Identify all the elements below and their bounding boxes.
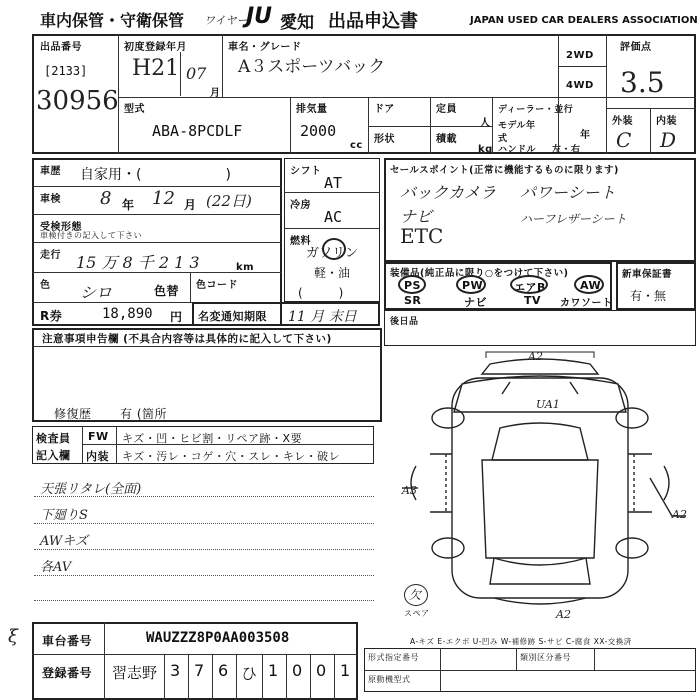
equip-aw-circle: [574, 275, 604, 294]
registration-era-year: H21: [132, 56, 180, 81]
displacement-label: 排気量: [296, 104, 328, 115]
plate-digit-7: 1: [340, 661, 351, 680]
color-value: シロ: [80, 283, 113, 302]
capacity-unit: 人: [480, 118, 491, 129]
plate-digit-5: 0: [292, 661, 303, 680]
form-extra-1b: 類別区分番号: [520, 653, 571, 662]
handle-value: 左・右: [552, 145, 581, 155]
receive-type-note: 車検付きの記入して下さい: [40, 231, 142, 240]
header-handwritten-note: ワイヤー: [204, 14, 248, 27]
note-line-1: 天張リタレ(全面): [40, 482, 142, 497]
condition-text-1: キズ・凹・ヒビ割・リペア跡・X要: [122, 432, 303, 445]
margin-mark: ξ: [8, 626, 18, 647]
fuel-option-diesel: 軽・油: [314, 266, 351, 280]
receive-type-label: 受検形態: [40, 222, 82, 233]
model-label: 型式: [124, 104, 145, 115]
selling-point-1b: パワーシート: [520, 183, 616, 202]
color-change-label: 色替: [154, 284, 180, 298]
notice-value: 11 月 末日: [288, 309, 357, 325]
inspection-year-unit: 年: [122, 198, 135, 212]
shift-value: AT: [324, 174, 343, 192]
equipment-label: 装備品(純正品に限り○をつけて下さい): [390, 268, 569, 279]
capacity-label: 定員: [436, 104, 457, 115]
equip-pw-circle: [456, 275, 486, 294]
condition-text-2: キズ・汚レ・コゲ・穴・スレ・キレ・破レ: [122, 450, 341, 463]
equip-airbag: エアB: [514, 281, 546, 294]
note-line-2: 下廻りS: [40, 508, 88, 523]
ju-logo: JU: [246, 4, 273, 29]
plate-digit-1: 3: [170, 661, 181, 680]
recycle-label: R券: [40, 309, 63, 323]
inspector-label: 検査員: [36, 432, 71, 445]
plate-kana: ひ: [241, 664, 258, 683]
plate-area: 習志野: [112, 664, 158, 682]
mileage-value: 15 万 8 千 2 1 3: [76, 253, 200, 272]
inspection-label: 車検: [40, 194, 61, 205]
damage-label-roof: UA1: [536, 398, 560, 411]
fuel-value: ガソリン: [306, 246, 359, 261]
header-title-left: 車内保管・守衛保管: [40, 11, 185, 30]
damage-label-front: A2: [528, 350, 543, 363]
displacement-value: 2000: [300, 122, 337, 140]
repair-label: 修復歴: [54, 407, 92, 421]
equip-navi: ナビ: [464, 296, 487, 309]
car-label: 車名・グレード: [228, 42, 302, 53]
equip-tv: TV: [524, 294, 542, 307]
score-interior-label: 内装: [656, 116, 677, 127]
drive-2wd: 2WD: [566, 50, 594, 61]
drive-4wd: 4WD: [566, 80, 594, 91]
spare-mark: 欠: [409, 588, 422, 602]
equip-ps-circle: [398, 275, 426, 294]
header-form-title: 出品申込書: [328, 11, 418, 32]
fuel-selected-circle: [322, 238, 346, 260]
inspection-month-unit: 月: [184, 198, 197, 212]
score-exterior-label: 外装: [612, 116, 633, 127]
recycle-value: 18,890: [102, 306, 153, 322]
form-extra-2: 原動機型式: [368, 675, 411, 684]
mileage-unit: km: [236, 262, 255, 273]
car-name: A３スポーツバック: [238, 57, 386, 77]
equip-aw: AW: [580, 279, 602, 292]
form-extra-1: 形式指定番号: [368, 653, 419, 662]
note-line-4: 各AV: [40, 560, 72, 575]
car-diagram: [390, 348, 696, 630]
load-unit: kg: [478, 144, 493, 155]
registration-month-unit: 月: [210, 88, 221, 99]
score-interior: D: [660, 128, 677, 152]
damage-legend: A-キズ E-エクボ U-凹み W-補修跡 S-サビ C-腐食 XX-交換済: [410, 637, 632, 646]
plate-digit-6: 0: [316, 661, 327, 680]
damage-label-rear: A2: [556, 608, 571, 621]
fuel-label: 燃料: [290, 236, 311, 247]
equip-ps: PS: [404, 279, 421, 292]
chassis-label: 車台番号: [42, 634, 93, 648]
inspection-day: (22日): [206, 192, 252, 210]
load-label: 積載: [436, 134, 457, 145]
selling-point-3: ETC: [400, 224, 444, 248]
equip-sr: SR: [404, 294, 422, 307]
post-input-label: 後日品: [390, 317, 419, 327]
condition-cat-2: 内装: [86, 450, 109, 463]
damage-label-right: A2: [672, 508, 687, 521]
color-label: 色: [40, 280, 51, 291]
lot-label: 出品番号: [40, 42, 82, 53]
door-shape-label: 形状: [374, 134, 395, 145]
recycle-unit: 円: [170, 310, 183, 324]
model-value: ABA-8PCDLF: [152, 122, 243, 140]
inspection-year: 8: [100, 188, 112, 209]
aircon-label: 冷房: [290, 200, 311, 211]
damage-label-left: A3: [402, 484, 417, 497]
color-code-label: 色コード: [196, 280, 238, 291]
handle-label: ハンドル: [498, 145, 537, 155]
note-line-3: AWキズ: [40, 534, 88, 549]
selling-point-1a: バックカメラ: [400, 183, 497, 202]
score-value: 3.5: [620, 66, 665, 99]
equip-pw: PW: [462, 279, 484, 292]
score-label: 評価点: [620, 42, 652, 53]
inspection-month: 12: [152, 188, 175, 209]
header-org: 愛知: [280, 13, 314, 33]
notes-label: 注意事項申告欄 (不具合内容等は具体的に記入して下さい): [42, 333, 332, 345]
condition-cat-1: FW: [88, 430, 109, 443]
new-warranty-value: 有・無: [630, 289, 667, 303]
plate-digit-4: 1: [268, 661, 279, 680]
entry-label: 記入欄: [36, 449, 71, 462]
aircon-value: AC: [324, 208, 343, 226]
shift-label: シフト: [290, 166, 322, 177]
notice-label: 名変通知期限: [198, 310, 267, 323]
selling-point-2a: ナビ: [400, 207, 433, 226]
chassis-value: WAUZZZ8P0AA003508: [146, 630, 290, 646]
repair-value: 有 (箇所: [120, 407, 167, 421]
equip-airbag-circle: [510, 275, 548, 294]
model-year-unit: 年: [580, 130, 591, 141]
displacement-unit: cc: [350, 140, 363, 151]
lot-number: 30956: [36, 86, 119, 116]
lot-bracket: [2133]: [44, 64, 88, 78]
registration-label: 初度登録年月: [124, 42, 187, 53]
dealer-label: ディーラー・並行: [498, 105, 574, 115]
plate-digit-2: 7: [194, 661, 205, 680]
post-input-block: [384, 310, 696, 346]
plate-label: 登録番号: [42, 666, 93, 680]
plate-digit-3: 6: [218, 661, 229, 680]
mileage-label: 走行: [40, 250, 61, 261]
model-year-label: モデル年式: [498, 121, 536, 144]
fuel-option-other: ( ): [298, 286, 344, 300]
spare-label: スペア: [404, 609, 430, 618]
new-warranty-label: 新車保証書: [622, 269, 673, 280]
history-label: 車歴: [40, 166, 61, 177]
history-value: 自家用・( ): [80, 167, 231, 183]
registration-month: 07: [186, 64, 207, 83]
door-label: ドア: [374, 104, 395, 115]
selling-points-label: セールスポイント(正常に機能するものに限ります): [390, 165, 619, 176]
score-exterior: C: [616, 128, 632, 152]
header-english: JAPAN USED CAR DEALERS ASSOCIATION: [470, 15, 698, 26]
selling-point-2b: ハーフレザーシート: [520, 212, 627, 226]
equip-other: カワソート: [560, 298, 613, 309]
